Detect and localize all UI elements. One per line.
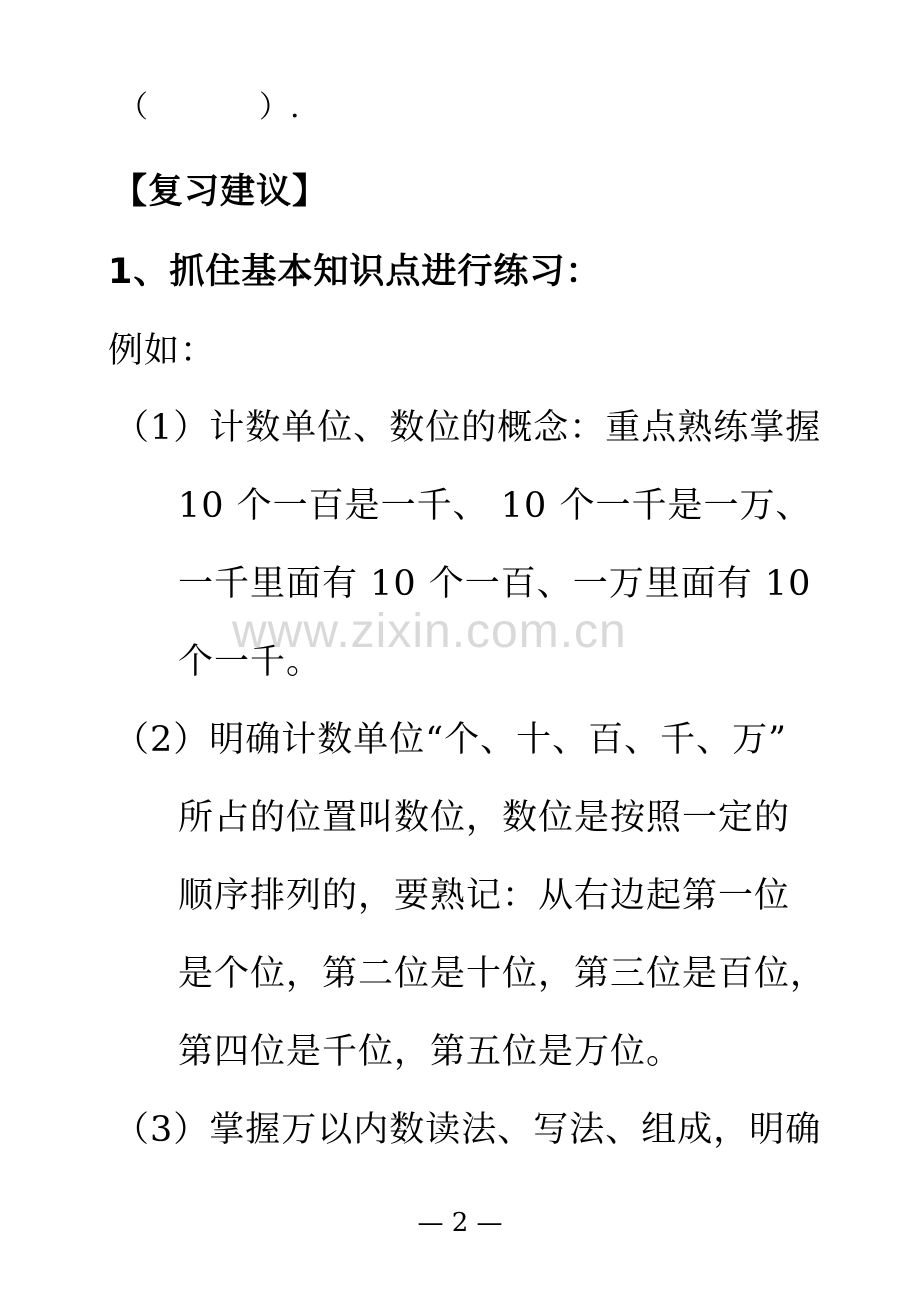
body-line-item-2: （2）明确计数单位“个、十、百、千、万” [114,720,788,760]
body-line: 是个位，第二位是十位，第三位是百位， [178,954,827,994]
body-line-item-3: （3）掌握万以内数读法、写法、组成，明确 [114,1110,822,1150]
subheading: 1、抓住基本知识点进行练习： [108,252,602,292]
body-line: 一千里面有 10 个一百、一万里面有 10 [178,564,812,604]
example-intro: 例如： [108,331,217,371]
body-line: 第四位是千位，第五位是万位。 [178,1032,683,1072]
answer-blank-parentheses [118,86,301,130]
page-number: — 2 — [417,1208,503,1238]
body-line: 个一千。 [178,642,323,682]
body-line-item-1: （1）计数单位、数位的概念：重点熟练掌握 [114,408,822,448]
open-paren: （ [118,90,149,125]
body-line: 顺序排列的，要熟记：从右边起第一位 [178,876,791,916]
close-paren: ）. [259,90,301,125]
watermark: www.zixin.com.cn [232,605,627,658]
body-line: 10 个一百是一千、 10 个一千是一万、 [178,486,812,526]
body-line: 所占的位置叫数位，数位是按照一定的 [178,798,791,838]
section-heading: 【复习建议】 [112,172,329,212]
